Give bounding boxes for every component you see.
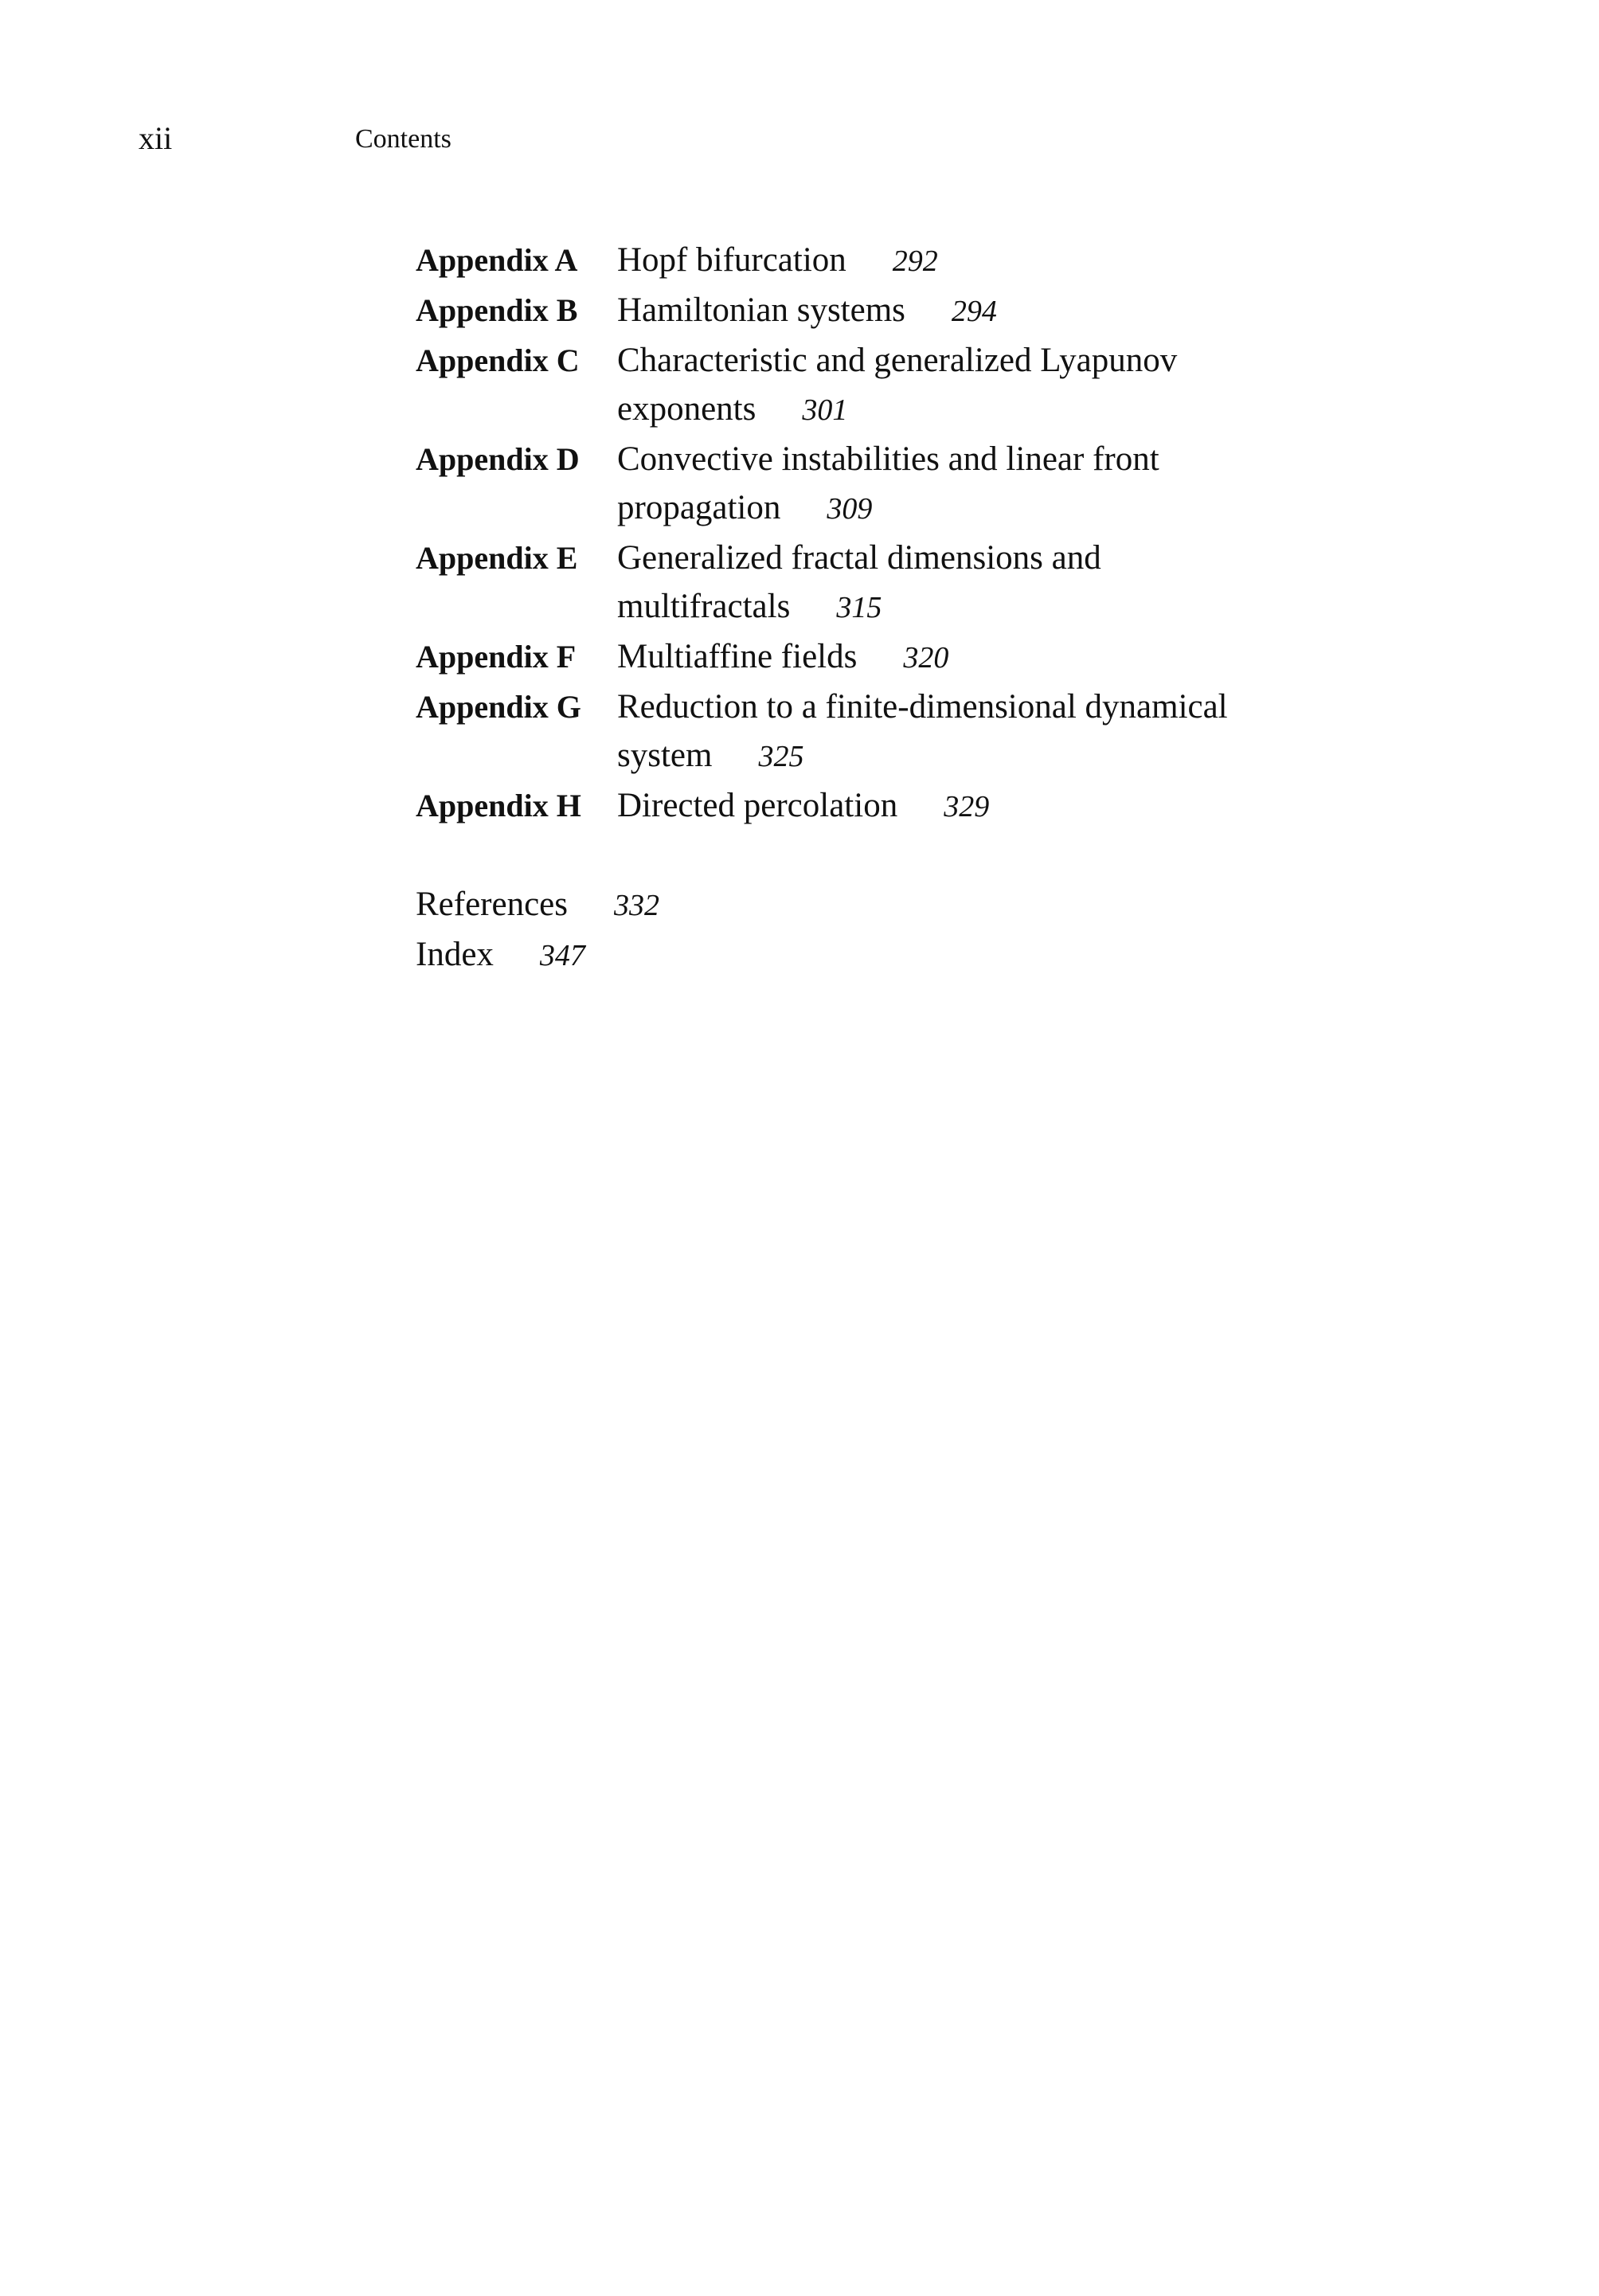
toc-entry-page: 294 bbox=[951, 295, 997, 328]
toc-entry-title: Directed percolation 329 bbox=[617, 787, 990, 824]
toc-entry-page: 292 bbox=[892, 244, 938, 278]
toc-entry-page: 332 bbox=[613, 889, 659, 922]
toc-entry-appendix-g[interactable] bbox=[416, 683, 1531, 781]
toc-entry-references[interactable] bbox=[416, 880, 1531, 930]
toc-entry-label: Appendix F bbox=[416, 639, 577, 675]
toc-entry-index[interactable] bbox=[416, 930, 1531, 980]
toc-entry-title: Hamiltonian systems 294 bbox=[617, 291, 997, 329]
toc-entry-title: Characteristic and generalized Lyapunov exponents 301 bbox=[617, 342, 1178, 428]
toc-entry-appendix-h[interactable] bbox=[416, 781, 1531, 831]
toc-entry-title: Generalized fractal dimensions and multifractals 315 bbox=[617, 539, 1101, 625]
toc-entry-page: 329 bbox=[944, 790, 990, 823]
toc-entry-appendix-b[interactable] bbox=[416, 286, 1531, 336]
toc-entry-appendix-f[interactable] bbox=[416, 632, 1531, 683]
toc-entry-label: Appendix A bbox=[416, 242, 578, 278]
toc-entry-appendix-e[interactable] bbox=[416, 534, 1531, 632]
toc-entry-page: 309 bbox=[827, 492, 873, 526]
toc-entry-title: Multiaffine fields 320 bbox=[617, 638, 949, 675]
toc-entry-appendix-a[interactable] bbox=[416, 236, 1531, 286]
toc-entry-appendix-d[interactable] bbox=[416, 435, 1531, 534]
toc-entry-title: References 332 bbox=[416, 886, 659, 923]
table-of-contents bbox=[416, 236, 1531, 980]
toc-entry-label: Appendix H bbox=[416, 788, 581, 823]
page-number: xii bbox=[139, 120, 173, 156]
toc-entry-title: Reduction to a finite-dimensional dynamical system 325 bbox=[617, 688, 1228, 774]
toc-entry-page: 315 bbox=[836, 591, 882, 624]
toc-entry-label: Appendix E bbox=[416, 540, 578, 576]
toc-entry-label: Appendix G bbox=[416, 689, 581, 725]
running-head: Contents bbox=[355, 124, 452, 154]
toc-entry-title: Convective instabilities and linear front propagation 309 bbox=[617, 440, 1159, 526]
toc-entry-title: Index 347 bbox=[416, 936, 585, 973]
toc-entry-label: Appendix C bbox=[416, 342, 580, 378]
toc-entry-page: 347 bbox=[539, 939, 585, 972]
toc-spacer bbox=[416, 831, 1531, 880]
toc-entry-title: Hopf bifurcation 292 bbox=[617, 241, 938, 279]
toc-entry-label: Appendix B bbox=[416, 292, 578, 328]
toc-entry-page: 320 bbox=[903, 641, 949, 675]
page-header bbox=[139, 119, 1492, 167]
toc-entry-page: 301 bbox=[802, 393, 848, 427]
toc-entry-label: Appendix D bbox=[416, 441, 580, 477]
toc-entry-page: 325 bbox=[758, 740, 804, 773]
toc-entry-appendix-c[interactable] bbox=[416, 336, 1531, 435]
